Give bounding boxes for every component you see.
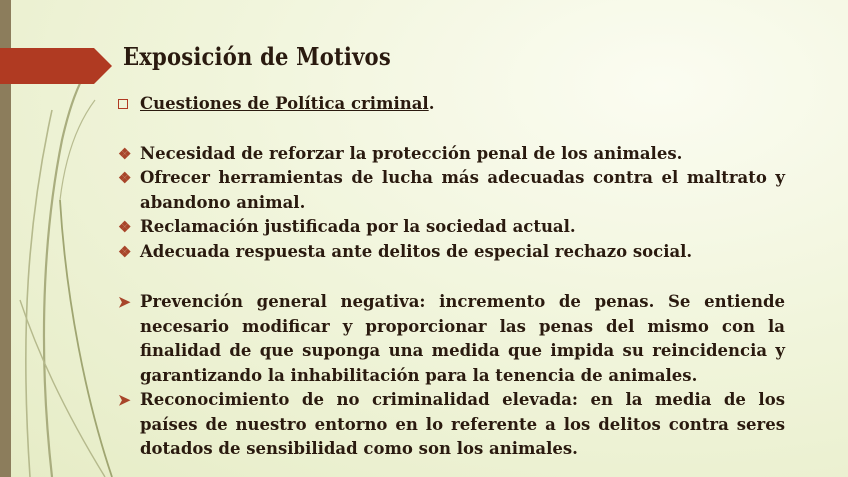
arrow-item-text: Prevención general negativa: incremento de penas. Se entiende necesario modificar y proporcionar las penas del mismo con la finalidad de que suponga una medida que impida su reincidencia y garantizando la inhabilitación para la tenencia de animales.	[140, 292, 785, 385]
diamond-bullet-icon: ❖	[118, 169, 132, 187]
arrow-bullet-icon: ➤	[118, 293, 131, 311]
diamond-item-text: Necesidad de reforzar la protección penal de los animales.	[140, 143, 683, 163]
diamond-item-text: Adecuada respuesta ante delitos de especial rechazo social.	[140, 241, 693, 261]
diamond-item-text: Reclamación justificada por la sociedad actual.	[140, 217, 576, 236]
arrow-list-item	[118, 388, 785, 462]
diamond-list-item	[118, 142, 785, 167]
diamond-list-item	[118, 240, 785, 265]
slide-content	[118, 92, 785, 462]
spacer	[118, 117, 785, 142]
subheading-period: .	[428, 94, 435, 113]
subheading-row	[118, 92, 785, 117]
diamond-list-item	[118, 215, 785, 240]
diamond-list-item	[118, 166, 785, 215]
diamond-bullet-icon: ❖	[118, 242, 132, 261]
subheading-text: Cuestiones de Política criminal	[140, 94, 429, 113]
diamond-bullet-icon: ❖	[118, 218, 132, 236]
arrow-item-text: Reconocimiento de no criminalidad elevada: en la media de los países de nuestro entorno en lo referente a los delitos contra seres dotados de sensibilidad como son los animales.	[140, 390, 785, 458]
spacer	[118, 264, 785, 290]
slide-title: Exposición de Motivos	[123, 42, 391, 71]
title-arrow-shape	[0, 48, 112, 84]
diamond-bullet-icon: ❖	[118, 144, 132, 163]
arrow-list-item	[118, 290, 785, 388]
arrow-bullet-icon: ➤	[118, 391, 131, 409]
diamond-item-text: Ofrecer herramientas de lucha más adecuadas contra el maltrato y abandono animal.	[140, 168, 785, 212]
square-bullet-icon	[118, 92, 136, 117]
